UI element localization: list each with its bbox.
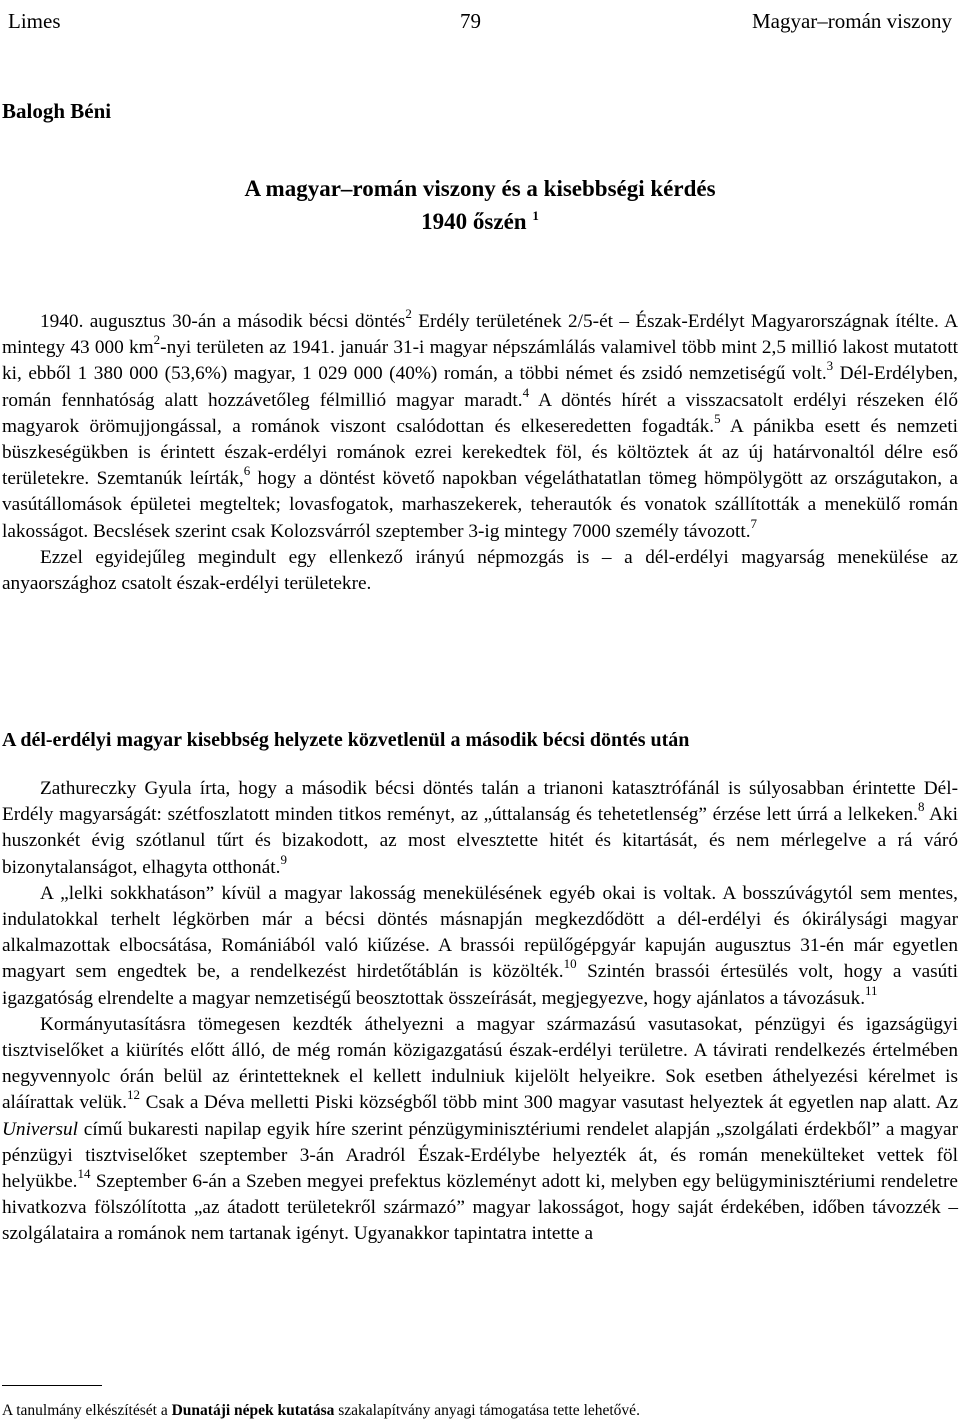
- text-run: A pánikba esett és nemzeti büszkeségükben is érintett észak-erdélyi románok ezrei kerekedtek föl, és költöztek át az új határvonaltól délre eső területekre. Szemtanúk leírták,: [2, 415, 958, 490]
- journal-name: Limes: [8, 9, 61, 33]
- author-name: Balogh Béni: [2, 99, 112, 123]
- footnote-ref: 1: [532, 208, 539, 223]
- footnote-ref: 7: [750, 515, 758, 531]
- footnote-ref: 14: [77, 1166, 91, 1182]
- text-run: 1940. augusztus 30-án a második bécsi döntés: [40, 311, 406, 332]
- title-line-2: 1940 őszén $^1$: [421, 208, 539, 234]
- running-title: Magyar–román viszony: [751, 9, 952, 33]
- paragraph: [2, 1012, 958, 1248]
- footnote-ref: 9: [280, 851, 287, 867]
- footnote-ref: 12: [127, 1087, 141, 1103]
- title-line-1: A magyar–román viszony és a kisebbségi kérdés: [244, 176, 716, 201]
- text-run: Szintén brassói értesülés volt, hogy a vasúti igazgatóság elrendelte a magyar nemzetiségű beosztottak összeírását, megjegyezve, hogy ajánlatos a távozásuk.: [2, 961, 958, 1009]
- text-run: Aki huszonkét évig szótlanul tűrt és bizakodott, az most elvesztette hitét és kitartását, és nem mérlegelve a rá váró bizonytalanságot, elhagyta otthonát.: [2, 804, 958, 878]
- text-run: A döntés hírét a visszacsatolt erdélyi részeken élő magyarok örömujjongással, a románok viszont csalódottan és elkeseredetten fogadták.: [2, 389, 958, 437]
- footnote-ref: 11: [865, 982, 878, 998]
- running-header: [8, 8, 952, 38]
- footnote-ref: 2: [405, 306, 412, 321]
- footnote-ref: 4: [522, 384, 530, 400]
- footnote: A tanulmány elkészítését a Dunatáji népek kutatása szakalapítvány anyagi támogatása tette lehetővé.: [2, 1402, 640, 1419]
- footnote-ref: 8: [917, 799, 925, 815]
- section-heading: A dél-erdélyi magyar kisebbség helyzete közvetlenül a második bécsi döntés után: [2, 729, 690, 751]
- footnote-rule: [2, 1385, 102, 1386]
- text-run: -nyi területen az 1941. január 31-i magyar népszámlálás valamivel több mint 2,5 millió lakost mutatott ki, ebből 1 380 000 (53,6%) magyar, 1 029 000 (40%) román, a többi német és zsidó nemzetiségű volt.: [2, 337, 958, 385]
- footnote-ref: 5: [714, 410, 721, 426]
- text-run: Zathureczky Gyula írta, hogy a második bécsi döntés talán a trianoni katasztrófánál is súlyosabban érintette Dél-Erdély magyarságát: szétfoszlatott minden titkos reményt, az „úttalanság és tehetetlenség” érzése lett úrrá a lelkeken.: [2, 778, 958, 826]
- newspaper-title: Universul: [2, 1118, 79, 1140]
- text-run: Dél-Erdélyben, román fennhatóság alatt hozzávetőleg félmillió magyar maradt.: [2, 363, 958, 411]
- text-run: Csak a Déva melletti Piski községből több mint 300 magyar vasutast helyeztek át egyetlen nap alatt. Az: [140, 1092, 959, 1114]
- text-run: Szeptember 6-án a Szeben megyei prefektus közleményt adott ki, melyben egy belügyminisztériumi rendeletre hivatkozva fölszólította „az átadott területekről származó” magyar lakosságot, hogy saját érdekében, időben távozzék – szolgálataira a románok nem tartanak igényt. Ugyanakkor tapintatra intette a: [2, 1171, 958, 1245]
- text-run: című bukaresti napilap egyik híre szerint pénzügyminisztériumi rendelet alapján „szolgálati érdekből” a magyar pénzügyi tisztviselőket szeptember 3-án Aradról Észak-Erdélybe helyezték át, és román menekülteket vettek föl helyükbe.: [2, 1118, 958, 1193]
- footnote-ref: 3: [826, 358, 834, 374]
- text-run: A „lelki sokkhatáson” kívül a magyar lakosság menekülésének egyéb okai is voltak. A bosszúvágytól sem mentes, indulatokkal terhelt légkörben már a bécsi döntés másnapján megkezdődött a dél-erdélyi és ókirálysági magyar alkalmazottak elbocsátása, Romániából való kiűzése. A brassói repülőgépgyár kapuján augusztus 31-én már egyetlen magyart sem engedtek be, a rendelkezést hirdetőtáblán is közölték.: [2, 882, 958, 983]
- section-text: [2, 776, 958, 1248]
- footnote-ref: 10: [563, 956, 577, 972]
- text-run: Ezzel egyidejűleg megindult egy ellenkező irányú népmozgás is – a dél-erdélyi magyarság menekülése az anyaországhoz csatolt észak-erdélyi területekre.: [2, 546, 958, 595]
- paragraph: [2, 306, 958, 545]
- paragraph: [2, 776, 958, 881]
- text-run: Kormányutasításra tömegesen kezdték áthelyezni a magyar származású vasutasokat, pénzügyi és igazságügyi tisztviselőket a kiürítés előtt álló, de még román közigazgatású észak-erdélyi területre. A távirati rendelkezés értelmében negyvennyolc órán belül az érintetteknek el kellett indulniuk kijelölt helyeikre. Sok esetben áthelyezési kérelmet is aláírattak velük.: [2, 1013, 958, 1114]
- page-number: 79: [460, 9, 481, 33]
- text-run: hogy a döntést követő napokban végeláthatatlan tömeg hömpölygött az országutakon, a vasútállomások épületei megteltek; lovasfogatok, marhaszekerek, teherautók és vonatok szállították a menekülő román lakosságot. Becslések szerint csak Kolozsvárról szeptember 3-ig mintegy 7000 személy távozott.: [2, 468, 958, 542]
- footnote-ref: 6: [243, 463, 251, 479]
- article-title: [0, 172, 960, 238]
- footnote-ref: 2: [153, 332, 161, 348]
- paragraph: [2, 881, 958, 1012]
- text-run: Erdély területének 2/5-ét – Észak-Erdélyt Magyarországnak ítélte. A mintegy 43 000 km: [2, 311, 958, 359]
- paragraph: [2, 545, 958, 597]
- intro-text: [2, 306, 958, 597]
